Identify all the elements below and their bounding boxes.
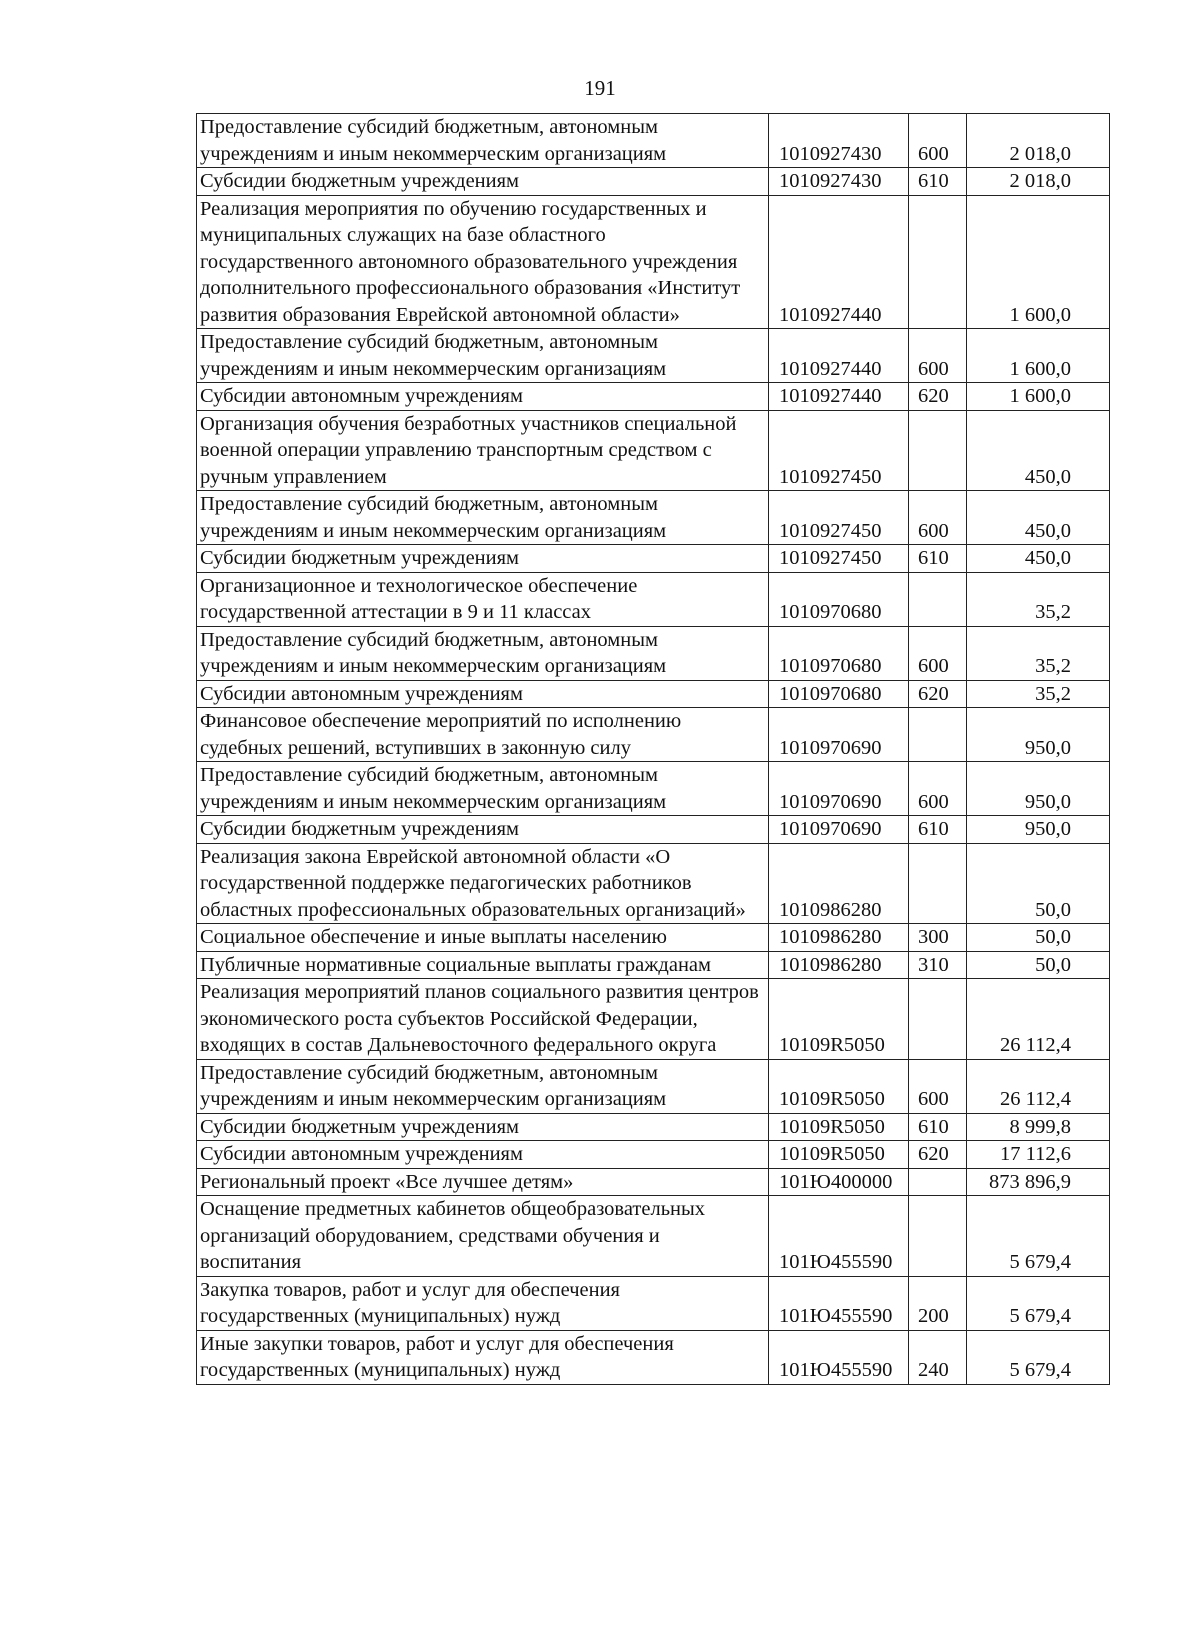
row-code: 10109R5050: [769, 1113, 909, 1141]
row-code: 1010986280: [769, 843, 909, 924]
row-code: 10109R5050: [769, 1059, 909, 1113]
row-type: 610: [909, 1113, 967, 1141]
row-amount: 2 018,0: [967, 114, 1110, 168]
row-amount: 450,0: [967, 545, 1110, 573]
row-amount: 26 112,4: [967, 979, 1110, 1060]
row-amount: 873 896,9: [967, 1168, 1110, 1196]
table-row: [197, 843, 1110, 924]
row-amount: 35,2: [967, 626, 1110, 680]
row-name: Субсидии бюджетным учреждениям: [197, 168, 769, 196]
row-name: Предоставление субсидий бюджетным, автономным учреждениям и иным некоммерческим организациям: [197, 762, 769, 816]
row-name: Субсидии автономным учреждениям: [197, 1141, 769, 1169]
table-row: [197, 545, 1110, 573]
row-name: Организация обучения безработных участников специальной военной операции управлению транспортным средством с ручным управлением: [197, 410, 769, 491]
table-row: [197, 410, 1110, 491]
row-type: 240: [909, 1330, 967, 1384]
row-amount: 8 999,8: [967, 1113, 1110, 1141]
row-type: 600: [909, 114, 967, 168]
row-code: 1010927450: [769, 545, 909, 573]
row-type: [909, 843, 967, 924]
row-type: [909, 195, 967, 329]
row-code: 10109R5050: [769, 1141, 909, 1169]
row-type: 600: [909, 491, 967, 545]
row-code: 1010986280: [769, 924, 909, 952]
row-type: 620: [909, 383, 967, 411]
row-name: Закупка товаров, работ и услуг для обеспечения государственных (муниципальных) нужд: [197, 1276, 769, 1330]
row-amount: 50,0: [967, 843, 1110, 924]
table-row: [197, 1330, 1110, 1384]
table-row: [197, 572, 1110, 626]
row-amount: 1 600,0: [967, 329, 1110, 383]
row-type: 620: [909, 1141, 967, 1169]
row-type: 310: [909, 951, 967, 979]
row-name: Предоставление субсидий бюджетным, автономным учреждениям и иным некоммерческим организациям: [197, 114, 769, 168]
row-name: Реализация мероприятия по обучению государственных и муниципальных служащих на базе областного государственного автономного образовательного учреждения дополнительного профессионального образования «Институт развития образования Еврейской автономной области»: [197, 195, 769, 329]
table-row: [197, 979, 1110, 1060]
row-name: Социальное обеспечение и иные выплаты населению: [197, 924, 769, 952]
row-code: 1010970680: [769, 680, 909, 708]
budget-table-body: [197, 114, 1110, 1385]
row-amount: 50,0: [967, 951, 1110, 979]
row-type: 610: [909, 168, 967, 196]
row-name: Предоставление субсидий бюджетным, автономным учреждениям и иным некоммерческим организациям: [197, 626, 769, 680]
row-code: 1010970690: [769, 816, 909, 844]
row-name: Финансовое обеспечение мероприятий по исполнению судебных решений, вступивших в законную силу: [197, 708, 769, 762]
row-type: [909, 979, 967, 1060]
row-amount: 2 018,0: [967, 168, 1110, 196]
table-row: [197, 1059, 1110, 1113]
row-code: 1010970680: [769, 626, 909, 680]
table-row: [197, 195, 1110, 329]
table-row: [197, 1168, 1110, 1196]
row-code: 1010970690: [769, 762, 909, 816]
row-name: Иные закупки товаров, работ и услуг для обеспечения государственных (муниципальных) нужд: [197, 1330, 769, 1384]
row-type: 200: [909, 1276, 967, 1330]
row-type: 300: [909, 924, 967, 952]
row-name: Предоставление субсидий бюджетным, автономным учреждениям и иным некоммерческим организациям: [197, 329, 769, 383]
table-row: [197, 491, 1110, 545]
row-code: 1010970680: [769, 572, 909, 626]
row-code: 1010927450: [769, 410, 909, 491]
budget-table: [196, 113, 1110, 1385]
row-name: Предоставление субсидий бюджетным, автономным учреждениям и иным некоммерческим организациям: [197, 1059, 769, 1113]
row-amount: 26 112,4: [967, 1059, 1110, 1113]
row-type: [909, 572, 967, 626]
table-row: [197, 114, 1110, 168]
row-type: 620: [909, 680, 967, 708]
row-code: 1010927450: [769, 491, 909, 545]
table-row: [197, 680, 1110, 708]
row-name: Оснащение предметных кабинетов общеобразовательных организаций оборудованием, средствами обучения и воспитания: [197, 1196, 769, 1277]
table-row: [197, 1276, 1110, 1330]
row-amount: 950,0: [967, 762, 1110, 816]
row-type: 610: [909, 816, 967, 844]
table-row: [197, 762, 1110, 816]
row-amount: 35,2: [967, 680, 1110, 708]
row-amount: 950,0: [967, 708, 1110, 762]
table-row: [197, 1113, 1110, 1141]
row-amount: 1 600,0: [967, 383, 1110, 411]
row-name: Региональный проект «Все лучшее детям»: [197, 1168, 769, 1196]
table-row: [197, 329, 1110, 383]
row-code: 1010927440: [769, 383, 909, 411]
row-amount: 35,2: [967, 572, 1110, 626]
row-name: Организационное и технологическое обеспечение государственной аттестации в 9 и 11 классах: [197, 572, 769, 626]
row-name: Субсидии бюджетным учреждениям: [197, 1113, 769, 1141]
row-type: [909, 410, 967, 491]
row-code: 1010986280: [769, 951, 909, 979]
row-name: Реализация закона Еврейской автономной области «О государственной поддержке педагогических работников областных профессиональных образовательных организаций»: [197, 843, 769, 924]
row-name: Субсидии автономным учреждениям: [197, 680, 769, 708]
row-amount: 50,0: [967, 924, 1110, 952]
table-row: [197, 924, 1110, 952]
row-type: 600: [909, 626, 967, 680]
row-code: 101Ю400000: [769, 1168, 909, 1196]
table-row: [197, 168, 1110, 196]
row-type: [909, 708, 967, 762]
row-amount: 5 679,4: [967, 1330, 1110, 1384]
row-amount: 17 112,6: [967, 1141, 1110, 1169]
table-row: [197, 1141, 1110, 1169]
row-code: 1010927440: [769, 329, 909, 383]
row-amount: 5 679,4: [967, 1196, 1110, 1277]
row-type: 600: [909, 762, 967, 816]
row-amount: 1 600,0: [967, 195, 1110, 329]
row-amount: 950,0: [967, 816, 1110, 844]
row-amount: 450,0: [967, 410, 1110, 491]
row-name: Реализация мероприятий планов социального развития центров экономического роста субъектов Российской Федерации, входящих в состав Дальневосточного федерального округа: [197, 979, 769, 1060]
row-name: Субсидии бюджетным учреждениям: [197, 816, 769, 844]
row-code: 1010970690: [769, 708, 909, 762]
row-type: [909, 1168, 967, 1196]
table-row: [197, 626, 1110, 680]
row-name: Предоставление субсидий бюджетным, автономным учреждениям и иным некоммерческим организациям: [197, 491, 769, 545]
row-code: 1010927440: [769, 195, 909, 329]
row-code: 10109R5050: [769, 979, 909, 1060]
row-amount: 450,0: [967, 491, 1110, 545]
table-row: [197, 816, 1110, 844]
row-code: 1010927430: [769, 114, 909, 168]
table-row: [197, 1196, 1110, 1277]
row-code: 101Ю455590: [769, 1196, 909, 1277]
page-number: 191: [584, 76, 616, 100]
table-row: [197, 383, 1110, 411]
table-row: [197, 708, 1110, 762]
row-type: [909, 1196, 967, 1277]
row-type: 600: [909, 1059, 967, 1113]
row-name: Субсидии бюджетным учреждениям: [197, 545, 769, 573]
row-amount: 5 679,4: [967, 1276, 1110, 1330]
row-code: 101Ю455590: [769, 1276, 909, 1330]
row-code: 1010927430: [769, 168, 909, 196]
row-type: 610: [909, 545, 967, 573]
table-row: [197, 951, 1110, 979]
row-code: 101Ю455590: [769, 1330, 909, 1384]
row-type: 600: [909, 329, 967, 383]
row-name: Публичные нормативные социальные выплаты гражданам: [197, 951, 769, 979]
row-name: Субсидии автономным учреждениям: [197, 383, 769, 411]
